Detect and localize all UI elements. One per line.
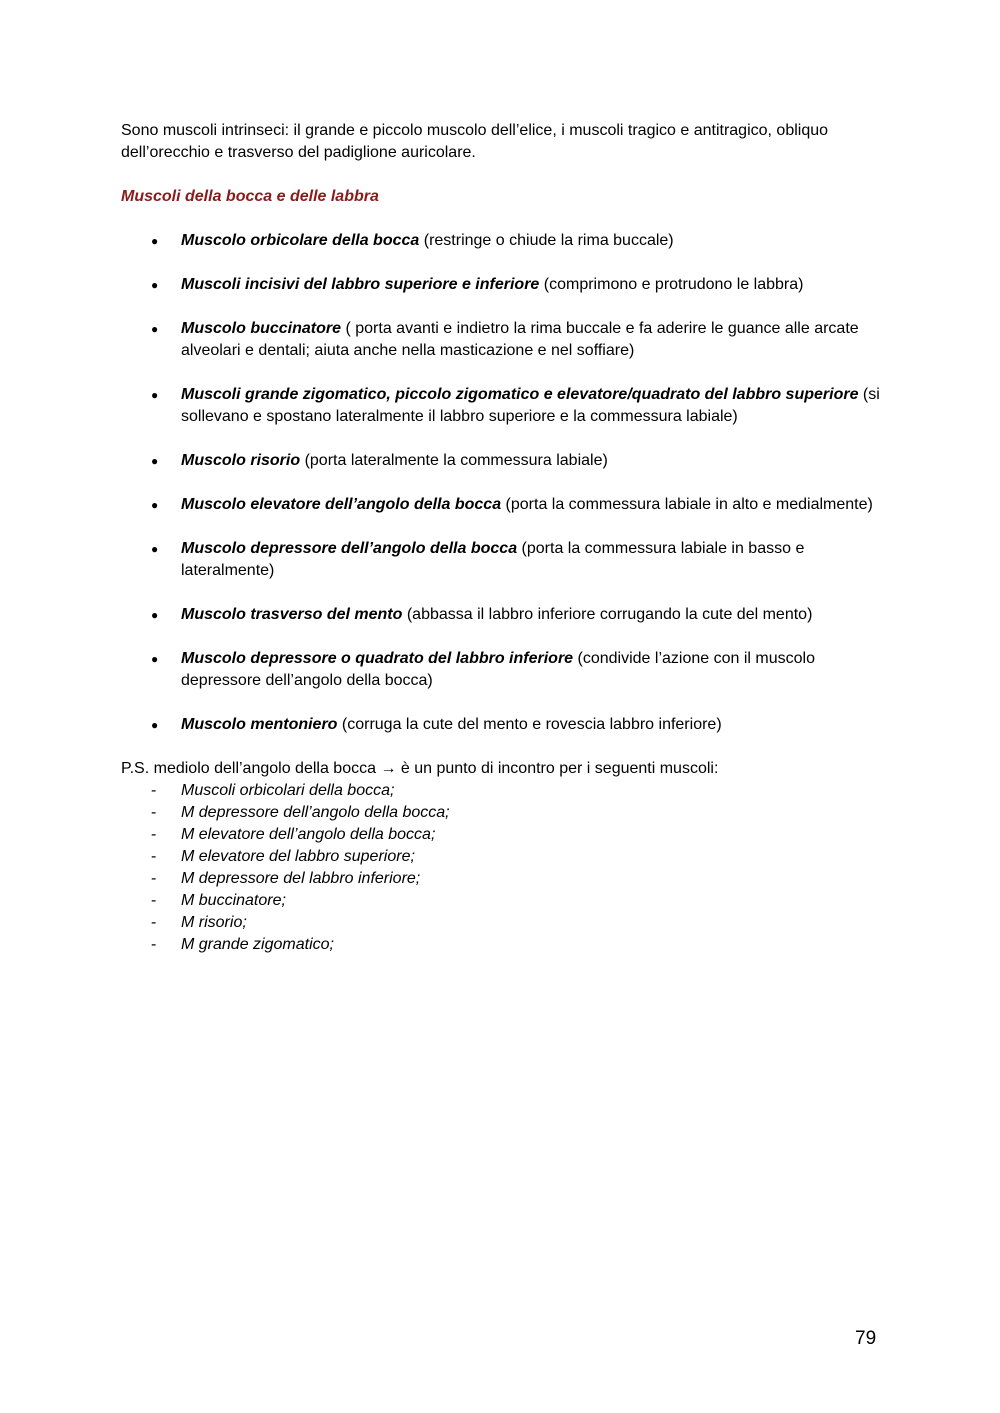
bullet-icon: ● (151, 498, 159, 512)
bullet-icon: ● (151, 322, 159, 336)
list-item (121, 538, 881, 582)
dash-list (121, 780, 881, 956)
muscle-description: (comprimono e protrudono le labbra) (539, 276, 804, 293)
page-number: 79 (855, 1328, 877, 1349)
list-item (121, 604, 881, 626)
ps-note: P.S. mediolo dell’angolo della bocca → è un punto di incontro per i seguenti muscoli: (121, 760, 719, 777)
bullet-icon: ● (151, 652, 159, 666)
muscle-description: (abbassa il labbro inferiore corrugando la cute del mento) (402, 606, 813, 623)
muscle-description: (corruga la cute del mento e rovescia labbro inferiore) (337, 716, 722, 733)
list-item (121, 824, 881, 846)
section-heading: Muscoli della bocca e delle labbra (121, 188, 379, 205)
dash-item-text: M buccinatore; (181, 892, 286, 909)
list-item (121, 780, 881, 802)
muscle-description: ( porta avanti e indietro la rima buccale e fa aderire le guance alle arcate alveolari e dentali; aiuta anche nella masticazione e nel soffiare) (181, 320, 859, 359)
muscle-description: (condivide l’azione con il muscolo depressore dell’angolo della bocca) (181, 650, 815, 689)
muscle-description: (restringe o chiude la rima buccale) (419, 232, 674, 249)
dash-item-text: M depressore del labbro inferiore; (181, 870, 421, 887)
muscle-term: Muscolo mentoniero (181, 716, 338, 733)
list-item (121, 912, 881, 934)
dash-item-text: M grande zigomatico; (181, 936, 334, 953)
dash-icon: - (151, 914, 157, 931)
dash-item-text: M depressore dell’angolo della bocca; (181, 804, 450, 821)
list-item (121, 890, 881, 912)
dash-item-text: M elevatore dell’angolo della bocca; (181, 826, 436, 843)
bullet-icon: ● (151, 718, 159, 732)
dash-item-text: Muscoli orbicolari della bocca; (181, 782, 395, 799)
bullet-icon: ● (151, 454, 159, 468)
page-content (121, 120, 881, 956)
dash-item-text: M elevatore del labbro superiore; (181, 848, 415, 865)
muscle-description: (porta lateralmente la commessura labiale) (300, 452, 608, 469)
list-item (121, 934, 881, 956)
muscle-bullet-list (121, 230, 881, 736)
list-item (121, 230, 881, 252)
muscle-term: Muscolo trasverso del mento (181, 606, 403, 623)
list-item (121, 868, 881, 890)
muscle-description: (porta la commessura labiale in basso e lateralmente) (181, 540, 805, 579)
dash-icon: - (151, 870, 157, 887)
list-item (121, 274, 881, 296)
bullet-icon: ● (151, 542, 159, 556)
list-item (121, 494, 881, 516)
list-item (121, 450, 881, 472)
dash-icon: - (151, 892, 157, 909)
dash-icon: - (151, 826, 157, 843)
muscle-description: (si sollevano e spostano lateralmente il labbro superiore e la commessura labiale) (181, 386, 880, 425)
muscle-term: Muscolo orbicolare della bocca (181, 232, 420, 249)
list-item (121, 802, 881, 824)
intro-paragraph: Sono muscoli intrinseci: il grande e piccolo muscolo dell’elice, i muscoli tragico e antitragico, obliquo dell’orecchio e trasverso del padiglione auricolare. (121, 122, 829, 161)
bullet-icon: ● (151, 234, 159, 248)
list-item (121, 846, 881, 868)
list-item (121, 648, 881, 692)
muscle-term: Muscoli incisivi del labbro superiore e inferiore (181, 276, 540, 293)
bullet-icon: ● (151, 278, 159, 292)
bullet-icon: ● (151, 388, 159, 402)
dash-icon: - (151, 782, 157, 799)
list-item (121, 384, 881, 428)
dash-icon: - (151, 804, 157, 821)
muscle-term: Muscolo buccinatore (181, 320, 342, 337)
muscle-term: Muscolo depressore dell’angolo della bocca (181, 540, 518, 557)
dash-icon: - (151, 936, 157, 953)
dash-item-text: M risorio; (181, 914, 247, 931)
list-item (121, 714, 881, 736)
muscle-term: Muscolo elevatore dell’angolo della bocca (181, 496, 502, 513)
muscle-term: Muscoli grande zigomatico, piccolo zigomatico e elevatore/quadrato del labbro superiore (181, 386, 859, 403)
dash-icon: - (151, 848, 157, 865)
bullet-icon: ● (151, 608, 159, 622)
muscle-term: Muscolo depressore o quadrato del labbro inferiore (181, 650, 574, 667)
muscle-term: Muscolo risorio (181, 452, 301, 469)
muscle-description: (porta la commessura labiale in alto e medialmente) (501, 496, 873, 513)
list-item (121, 318, 881, 362)
